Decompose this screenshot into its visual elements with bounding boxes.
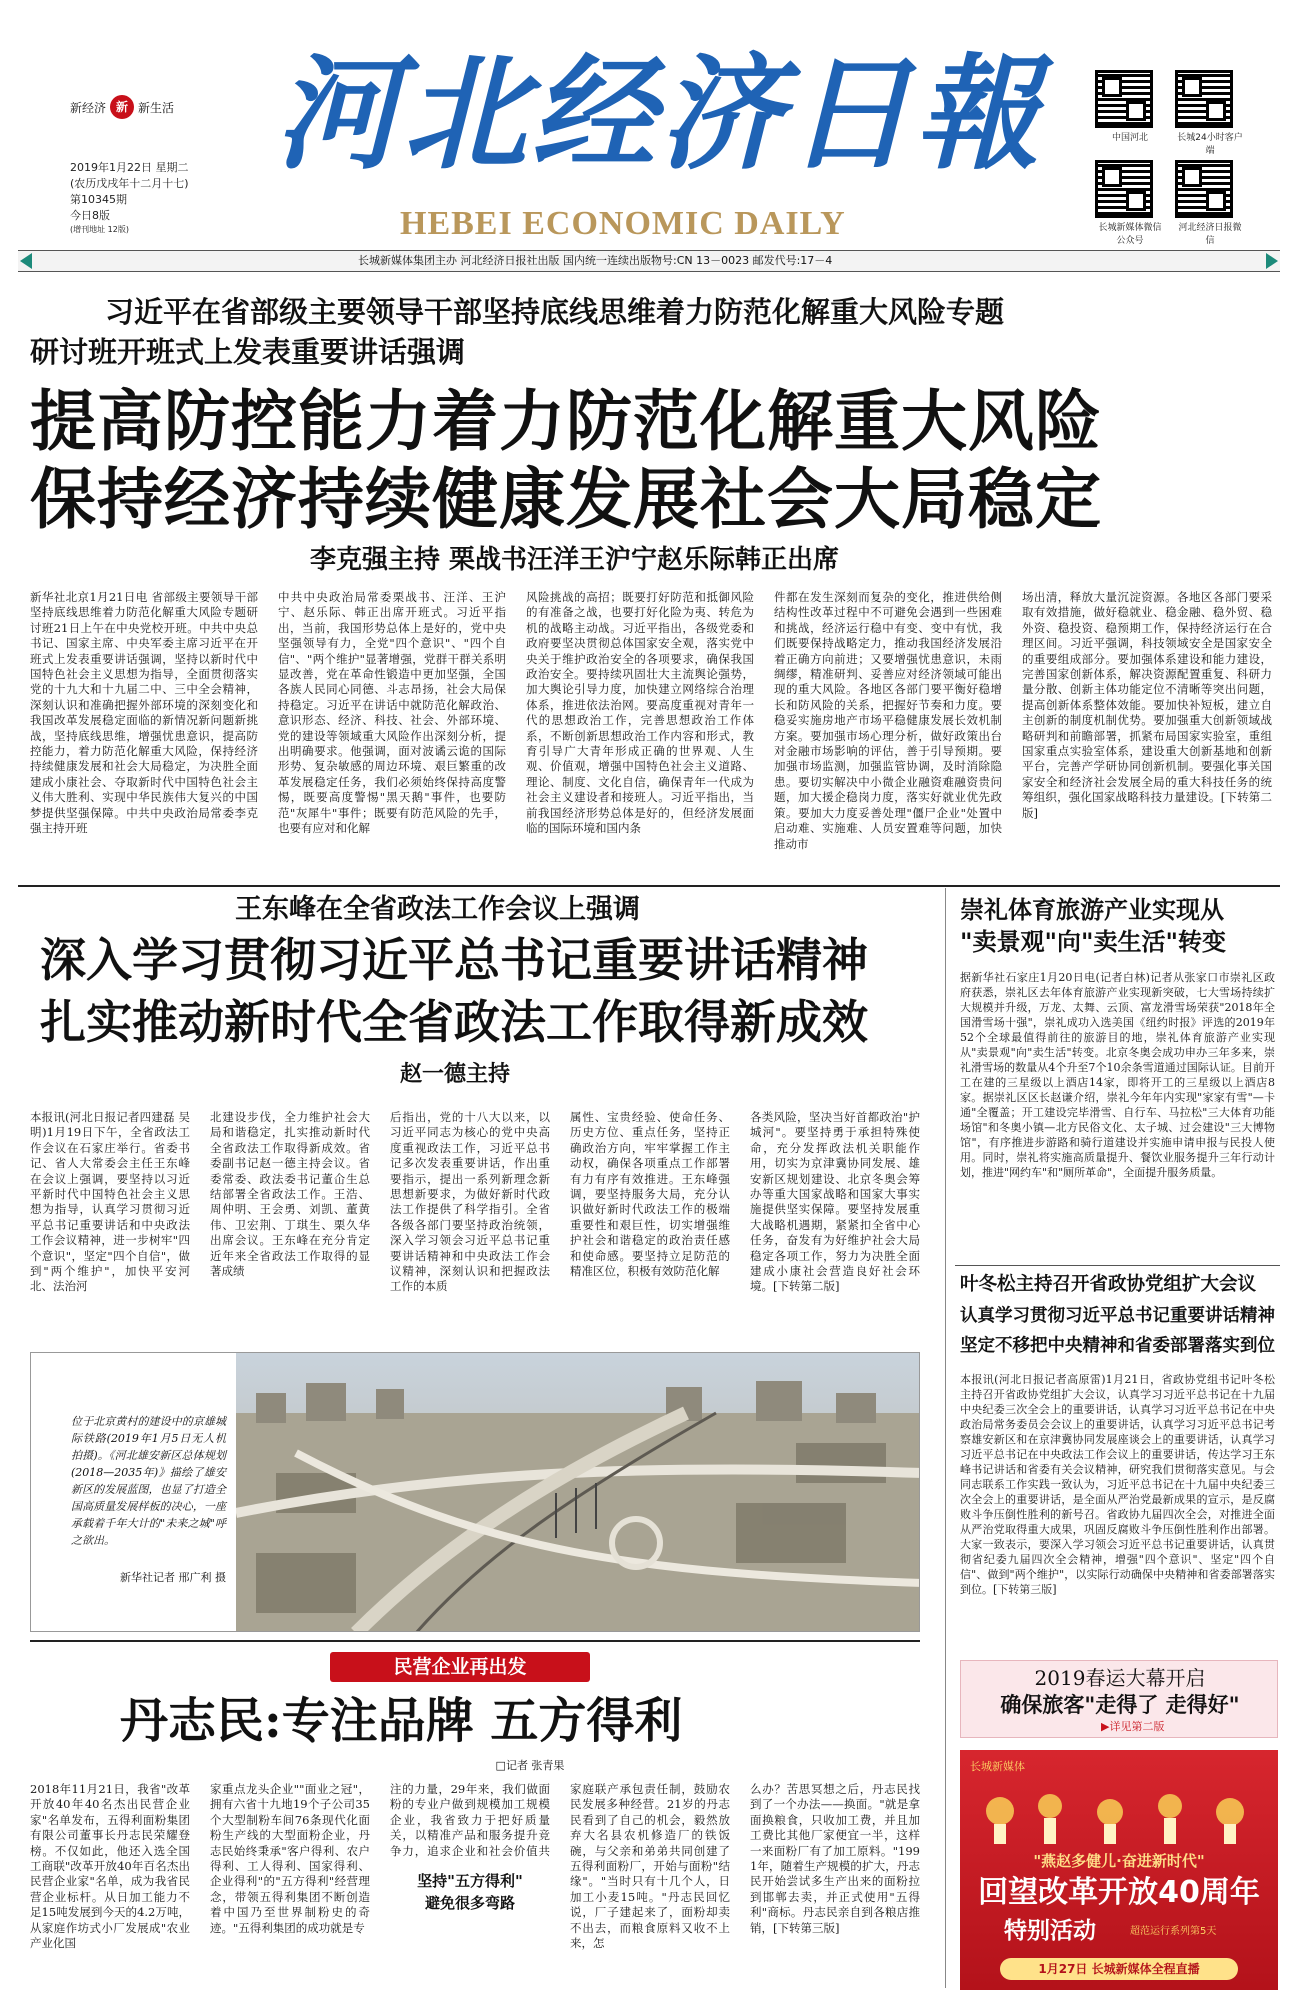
ad-reform-footer[interactable]: 1月27日 长城新媒体全程直播: [1000, 1958, 1238, 1980]
issue-pages: 今日8版: [70, 209, 110, 222]
private-column-5: 么办？苦思冥想之后，丹志民找到了一个办法——换面。"就是拿面换粮食，只收加工费，并且加工费比其他厂家便宜一半，这样一来面粉厂有了加工原料。"1991年，随着生产规模的扩大，丹志民开始尝试多生产出来的面粉拉到邯郸去卖，并正式使用"五得利"商标。丹志民亲自到各粮店推销，[下转第三版]: [750, 1782, 920, 1935]
private-column-4: 家庭联产承包责任制，鼓励农民发展多种经营。21岁的丹志民看到了自己的机会，毅然放弃大名县农机修造厂的铁饭碗，与父亲和弟弟共同创建了五得利面粉厂，开始与面粉"结缘"。"当时只有十几个人，日加工小麦15吨。"丹志民回忆说，厂子建起来了，面粉却卖不出去，而粮食原料又收不上来，怎: [570, 1782, 730, 1951]
celebration-graphic-icon: [960, 1776, 1278, 1846]
politics-column-1: 本报讯(河北日报记者四建磊 吴明)1月19日下午，全省政法工作会议在石家庄举行。省委书记、省人大常委会主任王东峰在会议上强调，要坚持以习近平新时代中国特色社会主义思想为指导，认真学习贯彻习近平总书记重要讲话和中央政法工作会议精神，进一步树牢"四个意识"，坚定"四个自信"，做到"两个维护"，加快平安河北、法治河: [30, 1110, 190, 1294]
private-column-2: 家重点龙头企业""面业之冠"，拥有六省十九地19个子公司35个大型制粉车间76条现代化面粉生产线的大型面粉企业，丹志民始终秉承"客户得利、农户得利、工人得利、国家得利、企业得利"的"五方得利"经营理念，带领五得利集团不断创造着中国乃至世界制粉史的奇迹。"五得利集团的成功就是专: [210, 1782, 370, 1935]
column-rule: [945, 888, 946, 1988]
issue-date: 2019年1月22日 星期二: [70, 161, 189, 174]
ad-reform-40[interactable]: [960, 1750, 1278, 1990]
private-column-3-wrap: [390, 1782, 550, 1982]
masthead-title-en: HEBEI ECONOMIC DAILY: [400, 205, 846, 242]
private-subhead-1: 坚持"五方得利": [417, 1872, 523, 1890]
ad-chunyun-line2: 确保旅客"走得了 走得好": [1000, 1693, 1240, 1717]
politics-column-4: 属性、宝贵经验、使命任务、历史方位、重点任务，坚持正确政治方向，牢牢掌握工作主动权，确保各项重点工作部署有力有序有效推进。王东峰强调，要坚持服务大局，充分认识做好新时代政法工作的极端重要性和艰巨性，切实增强维护社会和谐稳定的政治责任感和使命感。要坚持立足防范的精准区位，积极有效防范化解: [570, 1110, 730, 1279]
private-subhead-2: 避免很多弯路: [424, 1894, 515, 1912]
qr-label: 长城新媒体微信公众号: [1098, 223, 1162, 246]
lead-kicker-2: 研讨班开班式上发表重要讲话强调: [30, 335, 466, 369]
ad-reform-note: 超范运行系列第5天: [1130, 1926, 1217, 1937]
aerial-photo-image: [236, 1353, 920, 1632]
qr-code-icon: [1095, 70, 1153, 128]
politics-column-2: 北建设步伐，全力维护社会大局和谐稳定，扎实推动新时代全省政法工作取得新成效。省委副书记赵一德主持会议。省委常委、政法委书记董仚生总结部署全省政法工作。王浩、周仲明、王会勇、刘凯、董黄伟、卫宏荆、丁琪生、栗久华出席会议。王东峰在充分肯定近年来全省政法工作取得的显著成绩: [210, 1110, 370, 1279]
publisher-text: 长城新媒体集团主办 河北经济日报社出版 国内统一连续出版物号:CN 13－0023 邮发代号:17－4: [358, 254, 833, 267]
private-banner: 民营企业再出发: [330, 1652, 590, 1682]
right-story1-body: 据新华社石家庄1月20日电(记者白林)记者从张家口市崇礼区政府获悉，崇礼区去年体育旅游产业实现新突破，七大雪场持续扩大规模并升级，万龙、太舞、云顶、富龙滑雪场荣获"2018年全国滑雪场十强"，崇礼成功入选美国《纽约时报》评选的2019年52个全球最值得前往的旅游目的地，崇礼体育旅游产业实现从"卖景观"向"卖生活"转变。北京冬奥会成功申办三年多来，崇礼滑雪场的数量从4个升至7个10余条雪道通过国际认证。目前开工在建的三星级以上酒店14家，即将开工的三星级以上酒店8家。据崇礼区区长赵谦介绍，崇礼今年年内实现"家家有雪"—卡通"全覆盖；开工建设完毕滑雪、自行车、马拉松"三大体育功能场馆"和冬奥小镇—北方民俗文化、太子城、过会建设"三大博物馆"，有序推进步游路和骑行道建设并实施申请申报与民投人使用。同时，崇礼将实施高质量提升、餐饮业服务提升三年行动计划，推进"网约车"和"厕所革命"，全面提升服务质量。: [960, 971, 1275, 1179]
ad-chunyun-line1: 2019春运大幕开启: [1034, 1666, 1206, 1690]
photo-caption-panel: [31, 1353, 236, 1632]
slogan-seal: 新: [110, 95, 134, 119]
issue-pages-note: (增刊地址 12版): [70, 225, 129, 234]
ad-reform-slogan: "燕赵多健儿·奋进新时代": [1033, 1852, 1205, 1870]
lead-kicker-1: 习近平在省部级主要领导干部坚持底线思维着力防范化解重大风险专题: [105, 295, 1005, 329]
right-story2-body: 本报讯(河北日报记者高原雷)1月21日，省政协党组书记叶冬松主持召开省政协党组扩大会议，认真学习习近平总书记在十九届中央纪委三次全会上的重要讲话，认真学习习近平总书记在中央政治局常务委员会会议上的重要讲话，认真学习习近平总书记考察雄安新区和在京津冀协同发展座谈会上的重要讲话，认真学习习近平总书记在中央政法工作会议上的重要讲话，传达学习王东峰书记讲话和省委有关会议精神，研究我们贯彻落实意见。与会同志联系工作实践一致认为，习近平总书记在十九届中央纪委三次全会上的重要讲话，是全面从严治党最新成果的宣示，是反腐败斗争压倒性胜利的新号召。省政协九届四次全会，对推进全面从严治党取得重大成果，巩固反腐败斗争压倒性胜利作出部署。大家一致表示，要深入学习领会习近平总书记重要讲话，认真贯彻省纪委九届四次全会精神，增强"四个意识"、坚定"四个自信"、做到"两个维护"，以实际行动确保中央精神和省委部署落实到位。[下转第三版]: [960, 1373, 1275, 1596]
ad-reform-headline-1: 回望改革开放40周年: [978, 1875, 1260, 1910]
qr-code-icon: [1175, 70, 1233, 128]
ad-reform-brand: 长城新媒体: [970, 1760, 1025, 1773]
private-column-3: 注的力量，29年来，我们做面粉的专业户做到规模加工规模企业，我省致力于把好质量关，以精准产品和服务提升竞争力，追求企业和社会价值共: [390, 1782, 550, 1858]
qr-code-icon: [1175, 160, 1233, 218]
photo-caption: 位于北京黄村的建设中的京雄城际铁路(2019年1月5日无人机拍摄)。《河北雄安新区总体规划(2018—2035年)》描绘了雄安新区的发展蓝图，也显了打造全国高质量发展样板的决心，一座承载着千年大计的"未来之城"呼之欲出。: [71, 1415, 226, 1547]
right-story1-headline-2: "卖景观"向"卖生活"转变: [960, 928, 1227, 956]
issue-number: 第10345期: [70, 193, 127, 206]
qr-code-2[interactable]: [1175, 70, 1245, 156]
politics-headline-2: 扎实推动新时代全省政法工作取得新成效: [40, 995, 868, 1049]
photo-credit: 新华社记者 邢广利 摄: [120, 1571, 226, 1584]
ad-chunyun[interactable]: [960, 1660, 1278, 1738]
qr-code-4[interactable]: [1175, 160, 1245, 246]
lead-column-3: 风险挑战的高招；既要打好防范和抵御风险的有准备之战，也要打好化险为夷、转危为机的战略主动战。习近平指出，各级党委和政府要坚决贯彻总体国家安全观，落实党中央关于维护政治安全的各项要求，确保我国政治安全。要持续巩固壮大主流舆论强势，加大舆论引导力度，加快建立网络综合治理体系，推进依法治网。要高度重视对青年一代的思想政治工作，完善思想政治工作体系，不断创新思想政治工作内容和形式，教育引导广大青年形成正确的世界观、人生观、价值观，增强中国特色社会主义道路、理论、制度、文化自信，确保青年一代成为社会主义建设者和接班人。习近平指出，当前我国经济形势总体是好的，但经济发展面临的国际环境和国内条: [526, 590, 754, 836]
news-photo: [30, 1352, 920, 1632]
lead-subhead: 李克强主持 栗战书汪洋王沪宁赵乐际韩正出席: [310, 545, 840, 575]
politics-column-3: 后指出，党的十八大以来，以习近平同志为核心的党中央高度重视政法工作，习近平总书记多次发表重要讲话，作出重要指示，提出一系列新理念新思想新要求，为做好新时代政法工作提供了科学指引。全省各级各部门要坚持政治统领，深入学习领会习近平总书记重要讲话精神和中央政法工作会议精神，深刻认识和把握政法工作的本质: [390, 1110, 550, 1294]
right-story2-headline-2: 坚定不移把中央精神和省委部署落实到位: [960, 1336, 1275, 1356]
qr-label: 河北经济日报微信: [1178, 223, 1242, 246]
issue-info: [70, 160, 250, 236]
politics-column-5: 各类风险，坚决当好首都政治"护城河"。要坚持勇于承担特殊使命，充分发挥政法机关职能作用，切实为京津冀协同发展、雄安新区规划建设、北京冬奥会筹办等重大国家战略和国家大事实施提供坚实保障。要坚持发展重大战略机遇期，紧紧扣全省中心任务，奋发有为好维护社会大局稳定各项工作，努力为决胜全面建成小康社会营造良好社会环境。[下转第二版]: [750, 1110, 920, 1294]
lead-headline-1: 提高防控能力着力防范化解重大风险: [30, 383, 1102, 460]
ad-chunyun-link[interactable]: ▶详见第二版: [1101, 1720, 1165, 1733]
private-column-1: 2018年11月21日，我省"改革开放40年40名杰出民营企业家"名单发布，五得利面粉集团有限公司董事长丹志民荣耀登榜。不仅如此，他还入选全国工商联"改革开放40年百名杰出民营企业家"名单，成为我省民营企业标杆。从日加工能力不足15吨发展到今天的4.2万吨，从家庭作坊式小厂发展成"农业产业化国: [30, 1782, 190, 1951]
lead-column-1: 新华社北京1月21日电 省部级主要领导干部坚持底线思维着力防范化解重大风险专题研讨班21日上午在中央党校开班。中共中央总书记、国家主席、中央军委主席习近平在开班式上发表重要讲话强调，坚持以新时代中国特色社会主义思想为指导，全面贯彻落实党的十九大和十九届二中、三中全会精神，深刻认识和准确把握外部环境的深刻变化和我国改革发展稳定面临的新情况新问题新挑战，坚持底线思维，增强忧患意识，提高防控能力，着力防范化解重大风险，保持经济持续健康发展和社会大局稳定，为决胜全面建成小康社会、夺取新时代中国特色社会主义伟大胜利、实现中华民族伟大复兴的中国梦提供坚强保障。中共中央政治局常委李克强主持开班: [30, 590, 258, 836]
arrow-left-icon: [20, 253, 32, 269]
lead-headline-2: 保持经济持续健康发展社会大局稳定: [30, 461, 1102, 538]
lead-column-2: 中共中央政治局常委栗战书、汪洋、王沪宁、赵乐际、韩正出席开班式。习近平指出，当前，我国形势总体上是好的，党中央坚强领导有力，全党"四个意识"、"四个自信"、"两个维护"显著增强，党群干群关系明显改善，党在革命性锻造中更加坚强，全国各族人民同心同德、斗志昂扬，社会大局保持稳定。习近平在讲话中就防范化解政治、意识形态、经济、科技、社会、外部环境、党的建设等领域重大风险作出深刻分析，提出明确要求。他强调，面对波谲云诡的国际形势、复杂敏感的周边环境、艰巨繁重的改革发展稳定任务，我们必须始终保持高度警惕，既要高度警惕"黑天鹅"事件，也要防范"灰犀牛"事件；既要有防范风险的先手，也要有应对和化解: [278, 590, 506, 836]
qr-code-1[interactable]: [1095, 70, 1165, 143]
politics-subhead: 赵一德主持: [400, 1061, 511, 1087]
slogan-right: 新生活: [138, 100, 175, 115]
divider: [18, 885, 1280, 887]
ad-reform-headline-2: 特别活动: [1004, 1918, 1096, 1944]
masthead-title: 河北经济日報: [275, 42, 1044, 187]
slogan: [70, 95, 205, 119]
divider: [955, 1265, 1280, 1266]
politics-headline-1: 深入学习贯彻习近平总书记重要讲话精神: [40, 933, 868, 987]
qr-label: 中国河北: [1111, 133, 1148, 143]
issue-lunar: (农历戊戌年十二月十七): [70, 177, 189, 190]
masthead: [0, 0, 1298, 270]
private-byline: □记者 张青果: [495, 1759, 565, 1772]
right-story2-headline-1: 认真学习贯彻习近平总书记重要讲话精神: [960, 1306, 1275, 1326]
right-story1-headline-1: 崇礼体育旅游产业实现从: [960, 896, 1224, 924]
qr-code-icon: [1095, 160, 1153, 218]
lead-column-5: 场出清，释放大量沉淀资源。各地区各部门要采取有效措施，做好稳就业、稳金融、稳外贸、稳外资、稳投资、稳预期工作，保持经济运行在合理区间。习近平强调，科技领域安全是国家安全的重要组成部分。要加强体系建设和能力建设，完善国家创新体系，解决资源配置重复、科研力量分散、创新主体功能定位不清晰等突出问题，提高创新体系整体效能。要加快补短板，建立自主创新的制度机制优势。要加强重大创新领域战略研判和前瞻部署，抓紧布局国家实验室，重组国家重点实验室体系，建设重大创新基地和创新平台，完善产学研协同创新机制。要强化事关国家安全和经济社会发展全局的重大科技任务的统筹组织，强化国家战略科技力量建设。[下转第二版]: [1022, 590, 1272, 820]
right-story2-kicker: 叶冬松主持召开省政协党组扩大会议: [960, 1274, 1257, 1295]
politics-kicker: 王东峰在全省政法工作会议上强调: [235, 894, 640, 925]
qr-label: 长城24小时客户端: [1177, 133, 1243, 156]
qr-code-3[interactable]: [1095, 160, 1165, 246]
private-headline: 丹志民:专注品牌 五方得利: [120, 1693, 683, 1749]
divider: [30, 1640, 920, 1642]
publisher-bar: [18, 250, 1280, 272]
lead-column-4: 件都在发生深刻而复杂的变化，推进供给侧结构性改革过程中不可避免会遇到一些困难和挑战，经济运行稳中有变、变中有忧，我们既要保持战略定力，推动我国经济发展沿着正确方向前进；又要增强忧患意识，未雨绸缪，精准研判、妥善应对经济领域可能出现的重大风险。各地区各部门要平衡好稳增长和防风险的关系，把握好节奏和力度。要稳妥实施房地产市场平稳健康发展长效机制方案。要加强市场心理分析，做好政策出台对金融市场影响的评估，善于引导预期。要加强市场监测，加强监管协调，及时消除隐患。要切实解决中小微企业融资难融资贵问题，加大援企稳岗力度，落实好就业优先政策。要加大力度妥善处理"僵尸企业"处置中启动难、实施难、人员安置难等问题，加快推动市: [774, 590, 1002, 851]
slogan-left: 新经济: [70, 100, 107, 115]
arrow-right-icon: [1266, 253, 1278, 269]
